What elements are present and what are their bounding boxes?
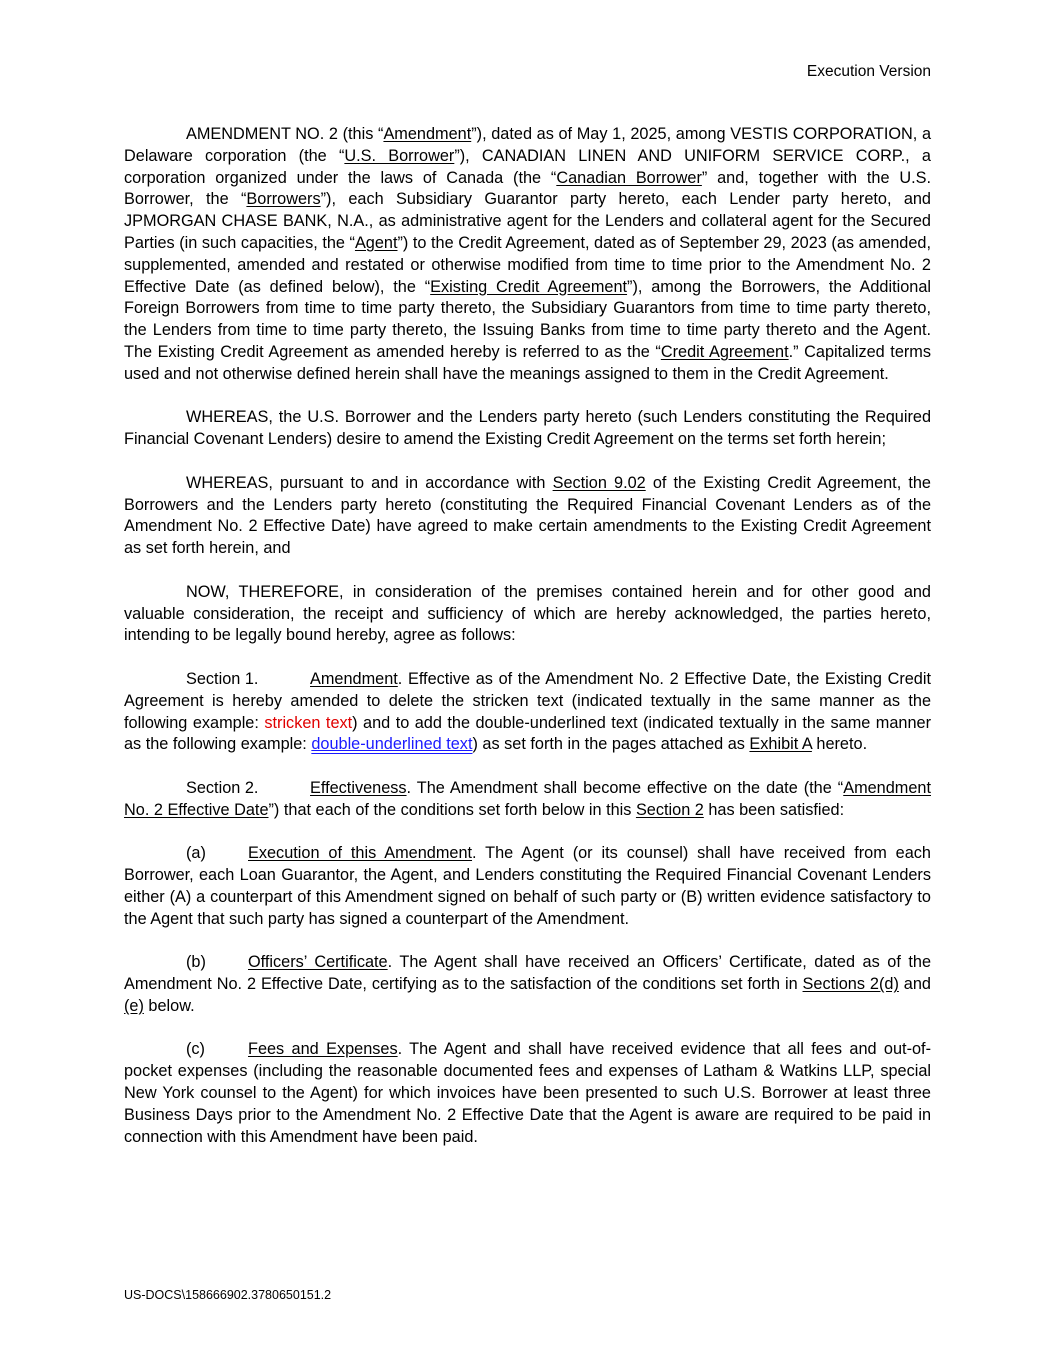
item-title: Officers’ Certificate (248, 953, 388, 972)
defined-term-existing-credit-agreement: Existing Credit Agreement (430, 277, 628, 296)
section-title: Amendment (310, 669, 398, 688)
text-run: below. (143, 996, 195, 1015)
section-1-paragraph (124, 669, 931, 756)
item-a-paragraph (124, 843, 931, 930)
text-run: . The Amendment shall become effective on the date (the “ (406, 778, 844, 797)
intro-paragraph (124, 124, 931, 386)
item-b-paragraph (124, 952, 931, 1017)
document-id-footer: US-DOCS\158666902.3780650151.2 (124, 1288, 332, 1302)
text-run: ” and, together with the U.S. Borrower, the “ (124, 168, 931, 209)
text-run: .” Capitalized terms used and not otherwise defined herein shall have the meanings assigned to them in the Credit Agreement. (124, 342, 932, 383)
item-title: Execution of this Amendment (248, 844, 473, 863)
text-run: of the Existing Credit Agreement, the Borrowers and the Lenders party hereto (constituting the Required Financial Covenant Lenders as of the Amendment No. 2 Effective Date) have agreed to make certain amendments to the Existing Credit Agreement as set forth herein, and (124, 473, 931, 558)
text-run: has been satisfied: (703, 800, 845, 819)
now-therefore-paragraph: NOW, THEREFORE, in consideration of the premises contained herein and for other good and valuable consideration, the receipt and sufficiency of which are hereby acknowledged, the parties hereto, intending to be legally bound hereby, agree as follows: (124, 582, 931, 645)
defined-term-amendment: Amendment (383, 125, 472, 143)
defined-term-credit-agreement: Credit Agreement (660, 342, 789, 361)
text-run: ”), CANADIAN LINEN AND UNIFORM SERVICE CORP., a corporation organized under the laws of Canada (the “ (124, 146, 931, 187)
double-underlined-text-example: double-underlined text (311, 735, 473, 754)
section-reference: (e) (124, 996, 144, 1015)
defined-term-agent: Agent (354, 233, 398, 252)
text-run: and (898, 975, 931, 994)
whereas-paragraph-1: WHEREAS, the U.S. Borrower and the Lenders party hereto (such Lenders constituting the Required Financial Covenant Lenders) desire to amend the Existing Credit Agreement on the terms set forth herein; (124, 408, 931, 449)
text-run: . The Agent (or its counsel) shall have received from each Borrower, each Loan Guarantor, the Agent, and Lenders constituting the Required Financial Covenant Lenders either (A) a counterpart of this Amendment signed on behalf of such party or (B) written evidence satisfactory to the Agent that such party has signed a counterpart of the Amendment. (124, 844, 931, 928)
exhibit-reference: Exhibit A (749, 735, 812, 754)
defined-term-us-borrower: U.S. Borrower (344, 146, 455, 165)
section-reference: Section 2 (635, 800, 704, 819)
text-run: . Effective as of the Amendment No. 2 Effective Date, the Existing Credit Agreement is hereby amended to delete the stricken text (indicated textually in the same manner as the following example: (124, 669, 931, 732)
text-run: ) as set forth in the pages attached as (472, 735, 750, 754)
execution-version-label: Execution Version (806, 63, 931, 80)
text-run: ”) that each of the conditions set forth below in this (268, 800, 636, 819)
stricken-text-example: stricken text (264, 713, 353, 732)
text-run: AMENDMENT NO. 2 (this “ (186, 125, 384, 143)
section-number: Section 2. (186, 778, 259, 797)
text-run: ”), each Subsidiary Guarantor party hereto, each Lender party hereto, and JPMORGAN CHASE BANK, N.A., as administrative agent for the Lenders and collateral agent for the Secured Parties (in such capacities, the “ (124, 190, 931, 252)
document-page (124, 0, 931, 1365)
document-body (124, 124, 931, 1170)
defined-term-effective-date: Amendment No. 2 Effective Date (124, 778, 931, 819)
section-title: Effectiveness (310, 778, 407, 797)
text-run: . The Agent and shall have received evidence that all fees and out-of-pocket expenses (including the reasonable documented fees and expenses of Latham & Watkins LLP, special New York counsel to the Agent) for which invoices have been presented to such U.S. Borrower at least three Business Days prior to the Amendment No. 2 Effective Date that the Agent is aware are required to be paid in connection with this Amendment have been paid. (124, 1040, 931, 1146)
item-number: (a) (186, 844, 206, 863)
section-reference: Section 9.02 (552, 473, 646, 492)
item-number: (b) (186, 953, 206, 972)
item-c-paragraph (124, 1039, 931, 1148)
section-2-paragraph (124, 778, 931, 822)
text-run: ”) to the Credit Agreement, dated as of September 29, 2023 (as amended, supplemented, amended and restated or otherwise modified from time to time prior to the Amendment No. 2 Effective Date (as defined below), the “ (124, 233, 931, 296)
text-run: ”), among the Borrowers, the Additional Foreign Borrowers from time to time party thereto, the Subsidiary Guarantors from time to time party thereto, the Lenders from time to time party thereto, the Issuing Banks from time to time party thereto and the Agent. The Existing Credit Agreement as amended hereby is referred to as the “ (124, 277, 931, 361)
whereas-paragraph-2 (124, 473, 931, 560)
defined-term-canadian-borrower: Canadian Borrower (556, 168, 702, 187)
text-run: . The Agent shall have received an Officers’ Certificate, dated as of the Amendment No. 2 Effective Date, certifying as to the satisfaction of the conditions set forth in (124, 953, 932, 994)
text-run: ”), dated as of May 1, 2025, among VESTIS CORPORATION, a Delaware corporation (the “ (124, 125, 932, 165)
item-title: Fees and Expenses (248, 1040, 398, 1059)
section-reference: Sections 2(d) (802, 975, 899, 994)
item-number: (c) (186, 1040, 205, 1059)
text-run: hereto. (811, 735, 868, 754)
defined-term-borrowers: Borrowers (246, 190, 321, 209)
text-run: ) and to add the double-underlined text (indicated textually in the same manner as the following example: (124, 713, 931, 754)
text-run: WHEREAS, pursuant to and in accordance with (186, 473, 553, 492)
section-number: Section 1. (186, 669, 259, 688)
